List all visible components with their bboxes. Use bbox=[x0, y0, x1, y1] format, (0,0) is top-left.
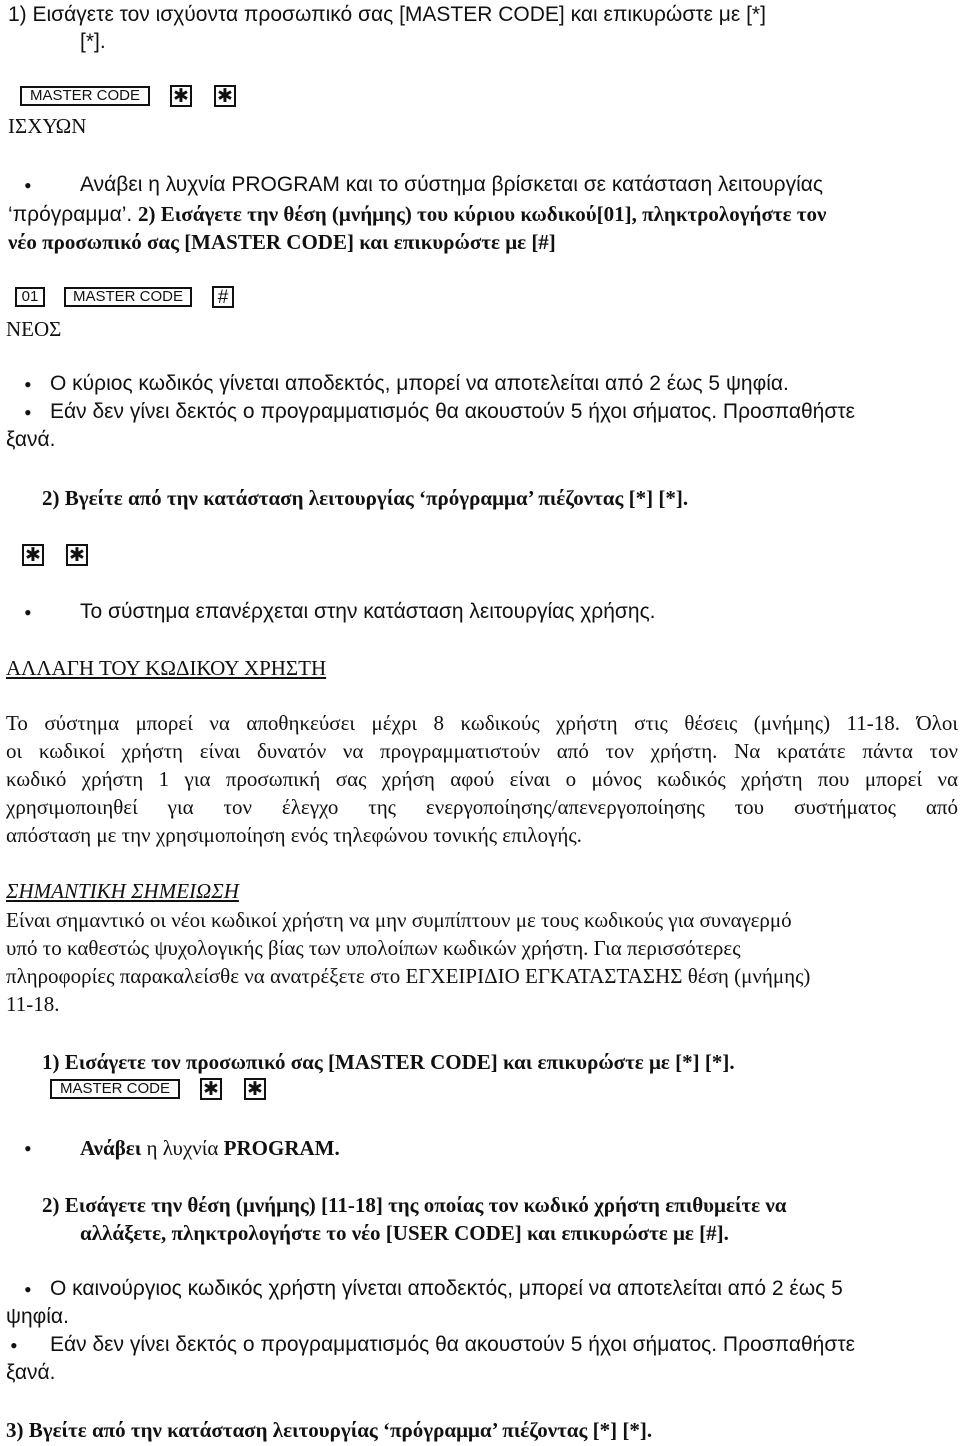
bullet-icon: • bbox=[24, 1277, 32, 1302]
lamp-bold-word: Ανάβει bbox=[80, 1136, 142, 1160]
section-heading-note: ΣΗΜΑΝΤΙΚΗ ΣΗΜΕΙΩΣΗ bbox=[6, 879, 239, 903]
note-para-line: υπό το καθεστώς ψυχολογικής βίας των υπολοίπων κωδικών χρήστη. Για περισσότερες bbox=[6, 936, 741, 960]
user-retry-bullet-cont: ξανά. bbox=[6, 1361, 56, 1384]
step2-instruction-line1 bbox=[8, 201, 826, 228]
bullet-icon: • bbox=[24, 400, 32, 425]
user-code-para-last: απόσταση με την χρησιμοποίηση ενός τηλεφώνου τονικής επιλογής. bbox=[6, 823, 582, 847]
star-key: ✱ bbox=[200, 1078, 222, 1100]
user-step3: 3) Βγείτε από την κατάσταση λειτουργίας ‘πρόγραμμα’ πιέζοντας [*] [*]. bbox=[6, 1418, 653, 1442]
exit-step: 2) Βγείτε από την κατάσταση λειτουργίας ‘πρόγραμμα’ πιέζοντας [*] [*]. bbox=[42, 486, 689, 510]
program-lamp-bullet: Ανάβει η λυχνία PROGRAM και το σύστημα βρίσκεται σε κατάσταση λειτουργίας bbox=[80, 173, 824, 196]
user-code-para-line: Το σύστημα μπορεί να αποθηκεύσει μέχρι 8 κωδικούς χρήστη στις θέσεις (μνήμης) 11-18. Όλοι bbox=[6, 711, 958, 735]
master-code-key: MASTER CODE bbox=[20, 86, 150, 106]
user-accepted-bullet: Ο καινούργιος κωδικός χρήστη γίνεται αποδεκτός, μπορεί να αποτελείται από 2 έως 5 bbox=[50, 1277, 843, 1300]
program-lamp-line bbox=[80, 1135, 340, 1161]
step2-inline: 2) Εισάγετε την θέση (μνήμης) του κύριου κωδικού[01], πληκτρολογήστε τον bbox=[138, 202, 827, 226]
star-key: ✱ bbox=[66, 544, 88, 566]
star-key: ✱ bbox=[22, 544, 44, 566]
mode-name: ‘πρόγραμμα’. bbox=[8, 203, 139, 226]
accepted-bullet: Ο κύριος κωδικός γίνεται αποδεκτός, μπορεί να αποτελείται από 2 έως 5 ψηφία. bbox=[50, 372, 789, 395]
user-accepted-bullet-cont: ψηφία. bbox=[6, 1305, 69, 1328]
hash-key: # bbox=[212, 286, 234, 308]
note-para-line: 11-18. bbox=[6, 992, 60, 1016]
slot-01-key: 01 bbox=[15, 287, 45, 307]
master-code-key: MASTER CODE bbox=[50, 1079, 180, 1099]
user-code-para-line: οι κωδικοί χρήστη είναι δυνατόν να προγραμματιστούν από τον χρήστη. Να κρατάτε πάντα τον bbox=[6, 739, 958, 763]
bullet-icon: • bbox=[10, 1333, 18, 1358]
lamp-mid-text: η λυχνία bbox=[141, 1136, 224, 1160]
retry-bullet-cont: ξανά. bbox=[6, 428, 56, 451]
bullet-icon: • bbox=[24, 173, 32, 198]
retry-bullet: Εάν δεν γίνει δεκτός ο προγραμματισμός θα ακουστούν 5 ήχοι σήματος. Προσπαθήστε bbox=[50, 400, 855, 423]
bullet-icon: • bbox=[24, 1136, 32, 1161]
user-step2-line2: αλλάξετε, πληκτρολογήστε το νέο [USER CODE] και επικυρώστε με [#]. bbox=[80, 1221, 729, 1245]
star-key: ✱ bbox=[244, 1078, 266, 1100]
lamp-program-word: PROGRAM. bbox=[223, 1136, 340, 1160]
star-key: ✱ bbox=[214, 85, 236, 107]
section-heading-user-code: ΑΛΛΑΓΗ ΤΟΥ ΚΩΔΙΚΟΥ ΧΡΗΣΤΗ bbox=[6, 656, 327, 680]
step1-line2: [*]. bbox=[80, 30, 106, 53]
user-retry-bullet: Εάν δεν γίνει δεκτός ο προγραμματισμός θα ακουστούν 5 ήχοι σήματος. Προσπαθήστε bbox=[50, 1333, 855, 1356]
note-para-line: πληροφορίες παρακαλείσθε να ανατρέξετε στο ΕΓΧΕΙΡΙΔΙΟ ΕΓΚΑΤΑΣΤΑΣΗΣ θέση (μνήμης) bbox=[6, 964, 811, 988]
user-code-para-line: κωδικό χρήστη 1 για προσωπική σας χρήση αφού είναι ο μόνος κωδικός χρήστη που μπορεί να bbox=[6, 767, 958, 791]
user-step2-line1: 2) Εισάγετε την θέση (μνήμης) [11-18] της οποίας τον κωδικό χρήστη επιθυμείτε να bbox=[42, 1193, 787, 1217]
display-label-new: ΝΕΟΣ bbox=[6, 317, 62, 341]
user-step1: 1) Εισάγετε τον προσωπικό σας [MASTER CODE] και επικυρώστε με [*] [*]. bbox=[42, 1050, 735, 1074]
master-code-key: MASTER CODE bbox=[64, 287, 192, 307]
exit-bullet: Το σύστημα επανέρχεται στην κατάσταση λειτουργίας χρήσης. bbox=[80, 600, 656, 623]
bullet-icon: • bbox=[24, 372, 32, 397]
star-key: ✱ bbox=[170, 85, 192, 107]
user-code-para-line: χρησιμοποιηθεί για τον έλεγχο της ενεργοποίησης/απενεργοποίησης του συστήματος από bbox=[6, 795, 958, 819]
step1-line1: 1) Εισάγετε τον ισχύοντα προσωπικό σας [MASTER CODE] και επικυρώστε με [*] bbox=[8, 3, 766, 26]
note-para-line: Είναι σημαντικό οι νέοι κωδικοί χρήστη να μην συμπίπτουν με τους κωδικούς για συναγερμό bbox=[6, 908, 792, 932]
display-label-current: ΙΣΧΥΩΝ bbox=[8, 114, 87, 138]
step2-instruction-line2: νέο προσωπικό σας [MASTER CODE] και επικυρώστε με [#] bbox=[8, 230, 556, 254]
bullet-icon: • bbox=[24, 600, 32, 625]
